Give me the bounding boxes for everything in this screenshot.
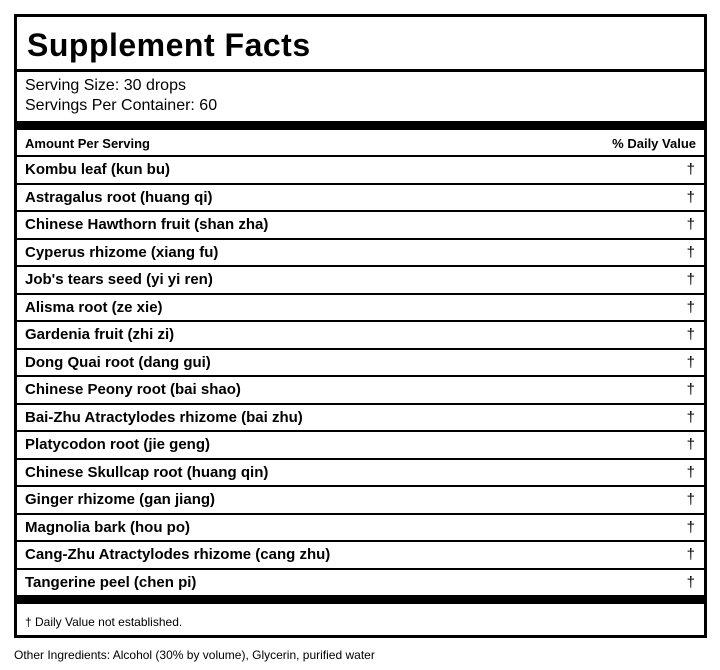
ingredient-name: Alisma root (ze xie)	[25, 298, 163, 316]
ingredient-daily-value: †	[686, 408, 695, 426]
servings-per-container: Servings Per Container: 60	[25, 97, 218, 114]
ingredient-name: Ginger rhizome (gan jiang)	[25, 491, 216, 508]
ingredient-name: Astragalus root (huang qi)	[25, 188, 213, 206]
ingredient-daily-value: †	[686, 436, 695, 453]
ingredient-row	[17, 183, 704, 211]
ingredient-name: Tangerine peel (chen pi)	[25, 573, 197, 591]
ingredient-daily-value: †	[686, 216, 695, 233]
ingredient-row	[17, 568, 704, 596]
ingredient-name: Platycodon root (jie geng)	[25, 436, 211, 453]
ingredient-daily-value: †	[686, 381, 695, 398]
amount-per-serving-header: Amount Per Serving	[25, 136, 150, 151]
title-divider	[17, 69, 704, 72]
ingredient-daily-value: †	[686, 518, 695, 536]
ingredient-daily-value: †	[686, 491, 695, 508]
ingredient-daily-value: †	[686, 188, 695, 206]
ingredient-row	[17, 513, 704, 541]
ingredient-daily-value: †	[686, 546, 695, 563]
ingredient-name: Bai-Zhu Atractylodes rhizome (bai zhu)	[25, 408, 303, 426]
ingredient-name: Gardenia fruit (zhi zi)	[25, 326, 175, 343]
ingredient-daily-value: †	[686, 298, 695, 316]
ingredient-daily-value: †	[686, 326, 695, 343]
ingredient-name: Cang-Zhu Atractylodes rhizome (cang zhu)	[25, 546, 331, 563]
ingredient-name: Chinese Hawthorn fruit (shan zha)	[25, 216, 269, 233]
ingredient-row	[17, 458, 704, 486]
ingredient-name: Job's tears seed (yi yi ren)	[25, 271, 213, 288]
ingredient-row	[17, 485, 704, 513]
ingredient-row	[17, 430, 704, 458]
ingredient-daily-value: †	[686, 243, 695, 261]
serving-size: Serving Size: 30 drops	[25, 77, 186, 94]
ingredient-row	[17, 348, 704, 376]
ingredient-row	[17, 210, 704, 238]
ingredient-row	[17, 155, 704, 183]
supplement-facts-panel	[14, 14, 707, 638]
ingredient-name: Kombu leaf (kun bu)	[25, 161, 170, 178]
ingredient-daily-value: †	[686, 573, 695, 591]
ingredient-list	[17, 155, 704, 595]
ingredient-name: Cyperus rhizome (xiang fu)	[25, 243, 219, 261]
ingredient-name: Magnolia bark (hou po)	[25, 518, 190, 536]
ingredient-row	[17, 540, 704, 568]
daily-value-header: % Daily Value	[612, 136, 696, 151]
ingredient-name: Dong Quai root (dang gui)	[25, 353, 211, 371]
panel-title: Supplement Facts	[27, 27, 311, 63]
ingredient-daily-value: †	[686, 161, 695, 178]
ingredient-row	[17, 403, 704, 431]
ingredient-daily-value: †	[686, 353, 695, 371]
ingredient-row	[17, 320, 704, 348]
ingredient-name: Chinese Skullcap root (huang qin)	[25, 463, 269, 481]
footnote: † Daily Value not established.	[25, 615, 183, 629]
ingredient-row	[17, 293, 704, 321]
ingredient-daily-value: †	[686, 271, 695, 288]
column-header	[25, 136, 696, 151]
ingredient-row	[17, 375, 704, 403]
ingredient-daily-value: †	[686, 463, 695, 481]
ingredient-row	[17, 238, 704, 266]
ingredient-row	[17, 265, 704, 293]
ingredient-name: Chinese Peony root (bai shao)	[25, 381, 241, 398]
thick-divider-bottom	[17, 595, 704, 604]
other-ingredients: Other Ingredients: Alcohol (30% by volume), Glycerin, purified water	[14, 648, 375, 662]
thick-divider-top	[17, 121, 704, 130]
